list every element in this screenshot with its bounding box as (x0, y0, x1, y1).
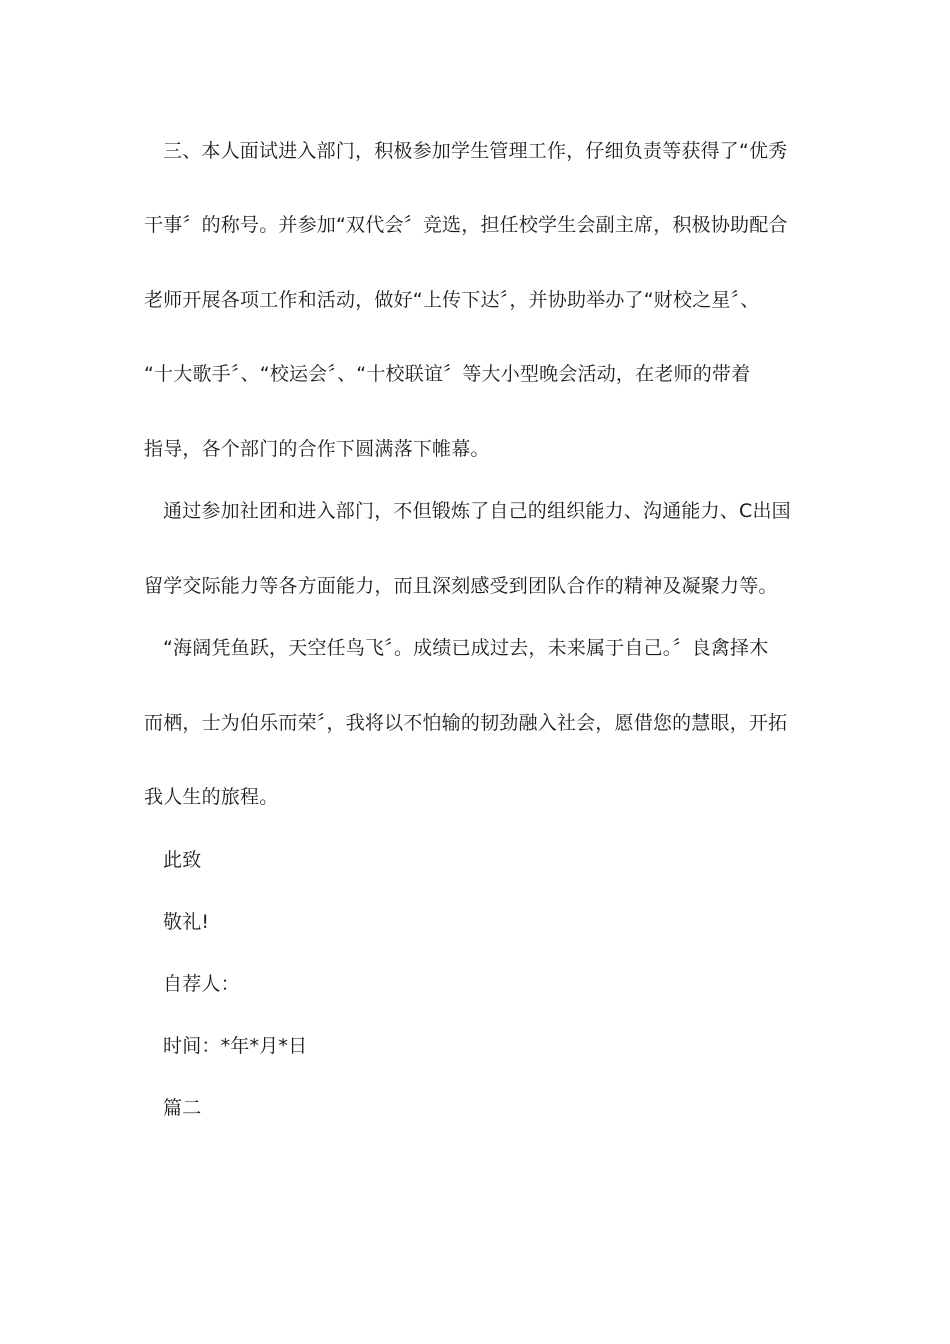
paragraph-2-line-1: 通过参加社团和进入部门，不但锻炼了自己的组织能力、沟通能力、C出国 (163, 500, 791, 522)
signer-label: 自荐人： (163, 973, 240, 995)
paragraph-2-line-2: 留学交际能力等各方面能力，而且深刻感受到团队合作的精神及凝聚力等。 (144, 575, 778, 597)
closing-respect: 敬礼! (163, 911, 210, 933)
paragraph-1-line-1: 三、本人面试进入部门，积极参加学生管理工作，仔细负责等获得了“优秀 (163, 140, 788, 162)
date-line: 时间：*年*月*日 (163, 1035, 308, 1057)
paragraph-1-line-3: 老师开展各项工作和活动，做好“上传下达〞，并协助举办了“财校之星〞、 (144, 289, 760, 311)
paragraph-3-line-3: 我人生的旅程。 (144, 786, 279, 808)
section-heading: 篇二 (163, 1097, 202, 1119)
closing-salutation: 此致 (163, 849, 202, 871)
paragraph-1-line-2: 干事〞的称号。并参加“双代会〞竞选，担任校学生会副主席，积极协助配合 (144, 214, 788, 236)
paragraph-3-line-1: “海阔凭鱼跃，天空任鸟飞〞。成绩已成过去，未来属于自己。〞良禽择木 (163, 637, 769, 659)
paragraph-3-line-2: 而栖，士为伯乐而荣〞，我将以不怕输的韧劲融入社会，愿借您的慧眼，开拓 (144, 712, 788, 734)
paragraph-1-line-5: 指导，各个部门的合作下圆满落下帷幕。 (144, 438, 490, 460)
paragraph-1-line-4: “十大歌手〞、“校运会〞、“十校联谊〞等大小型晚会活动，在老师的带着 (144, 363, 751, 385)
